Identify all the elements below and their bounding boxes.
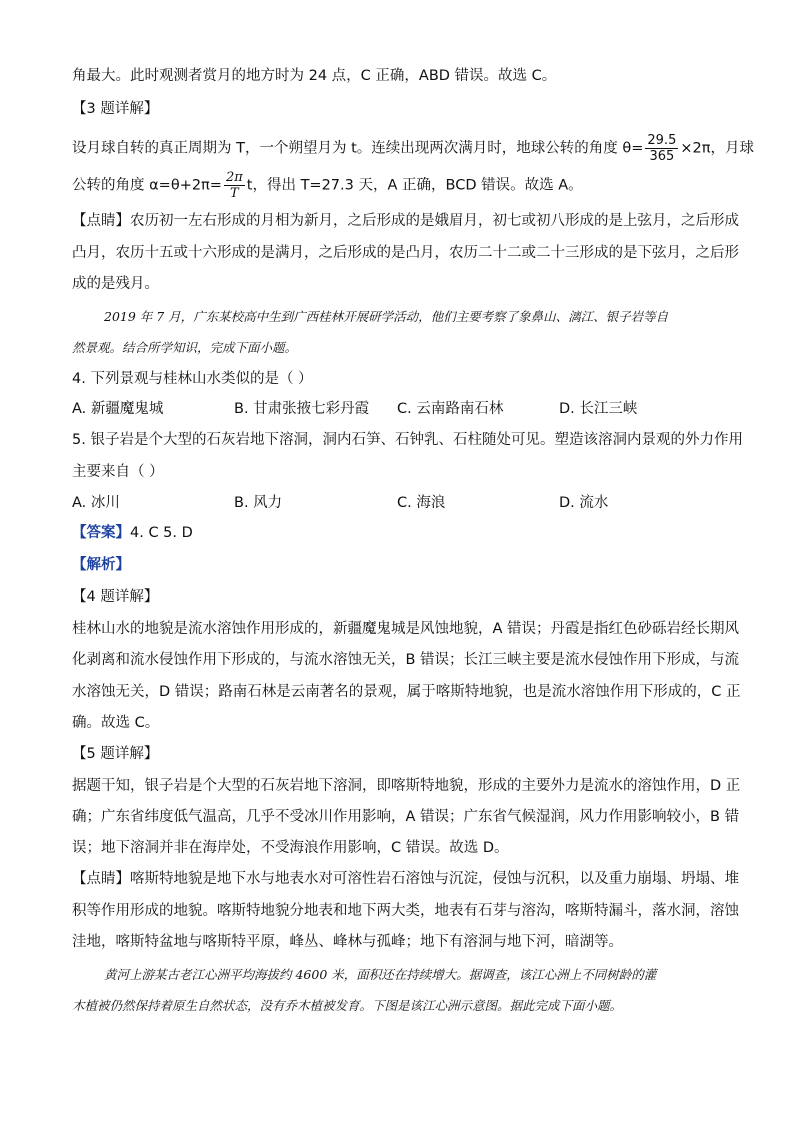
text-line: 积等作用形成的地貌。喀斯特地貌分地表和地下两大类，地表有石芽与溶沟，喀斯特漏斗，落水洞，溶蚀	[72, 903, 739, 919]
passage-line: 木植被仍然保持着原生自然状态，没有乔木植被发育。下图是该江心洲示意图。据此完成下面小题。	[72, 998, 623, 1013]
text-line: 确；广东省纬度低气温高，几乎不受冰川作用影响，A 错误；广东省气候湿润，风力作用影响较小，B 错	[72, 809, 740, 825]
fraction-denominator: T	[230, 186, 239, 201]
question-4: 4. 下列景观与桂林山水类似的是（ ）	[72, 371, 313, 387]
fraction-numerator: 29.5	[647, 133, 677, 148]
text-line-with-fraction	[72, 133, 754, 164]
text-line: 成的是残月。	[72, 276, 159, 292]
answer-line	[72, 523, 724, 543]
question-5: 5. 银子岩是个大型的石灰岩地下溶洞，洞内石笋、石钟乳、石柱随处可见。塑造该溶洞内景观的外力作用	[72, 432, 743, 448]
option-d: D. 长江三峡	[559, 401, 638, 417]
text-line: 确。故选 C。	[72, 715, 160, 731]
passage-line: 2019 年 7 月，广东某校高中生到广西桂林开展研学活动，他们主要考察了象鼻山、漓江、银子岩等自	[104, 309, 669, 324]
option-c: C. 云南路南石林	[397, 401, 504, 417]
text-segment: 公转的角度 α=θ+2π=	[72, 177, 222, 194]
text-line: 【点睛】喀斯特地貌是地下水与地表水对可溶性岩石溶蚀与沉淀，侵蚀与沉积，以及重力崩塌、坍塌、堆	[72, 871, 739, 887]
question-5-cont: 主要来自（ ）	[72, 464, 164, 480]
text-line: 【点睛】农历初一左右形成的月相为新月，之后形成的是娥眉月，初七或初八形成的是上弦月，之后形成	[72, 213, 739, 229]
section-heading: 【3 题详解】	[72, 101, 159, 117]
text-line: 角最大。此时观测者赏月的地方时为 24 点，C 正确，ABD 错误。故选 C。	[72, 68, 557, 84]
option-a: A. 新疆魔鬼城	[72, 401, 164, 417]
text-segment: ×2π，月球	[680, 140, 754, 157]
section-heading: 【5 题详解】	[72, 746, 159, 762]
text-line: 化剥离和流水侵蚀作用下形成的，与流水溶蚀无关，B 错误；长江三峡主要是流水侵蚀作用下形成，与流	[72, 652, 740, 668]
fraction-denominator: 365	[649, 149, 675, 164]
option-a: A. 冰川	[72, 495, 120, 511]
text-line: 洼地，喀斯特盆地与喀斯特平原，峰丛、峰林与孤峰；地下有溶洞与地下河，暗湖等。	[72, 934, 623, 950]
text-line-with-fraction	[72, 170, 724, 201]
text-line: 据题干知，银子岩是个大型的石灰岩地下溶洞，即喀斯特地貌，形成的主要外力是流水的溶蚀作用，D 正	[72, 778, 741, 794]
passage-line: 然景观。结合所学知识，完成下面小题。	[72, 340, 298, 355]
text-segment: t，得出 T=27.3 天，A 正确，BCD 错误。故选 A。	[246, 177, 583, 194]
option-b: B. 甘肃张掖七彩丹霞	[234, 401, 370, 417]
passage-line: 黄河上游某古老江心洲平均海拔约 4600 米，面积还在持续增大。据调查，该江心洲上不同树龄的灌	[104, 967, 657, 982]
text-line: 水溶蚀无关，D 错误；路南石林是云南著名的景观，属于喀斯特地貌，也是流水溶蚀作用下形成的，C 正	[72, 684, 741, 700]
fraction-theta	[645, 133, 678, 164]
text-line: 误；地下溶洞并非在海岸处，不受海浪作用影响，C 错误。故选 D。	[72, 840, 509, 856]
analysis-label: 【解析】	[72, 557, 130, 573]
answer-values: 4. C 5. D	[130, 525, 193, 541]
option-b: B. 风力	[234, 495, 283, 511]
text-line: 桂林山水的地貌是流水溶蚀作用形成的，新疆魔鬼城是风蚀地貌，A 错误；丹霞是指红色砂砾岩经长期风	[72, 621, 740, 637]
fraction-alpha	[224, 170, 245, 201]
answer-label: 【答案】	[72, 525, 130, 541]
option-c: C. 海浪	[397, 495, 446, 511]
fraction-numerator: 2π	[225, 170, 243, 185]
text-segment: 设月球自转的真正周期为 T，一个朔望月为 t。连续出现两次满月时，地球公转的角度 θ=	[72, 140, 644, 157]
section-heading: 【4 题详解】	[72, 589, 159, 605]
text-line: 凸月，农历十五或十六形成的是满月，之后形成的是凸月，农历二十二或二十三形成的是下弦月，之后形	[72, 245, 739, 261]
option-d: D. 流水	[559, 495, 609, 511]
